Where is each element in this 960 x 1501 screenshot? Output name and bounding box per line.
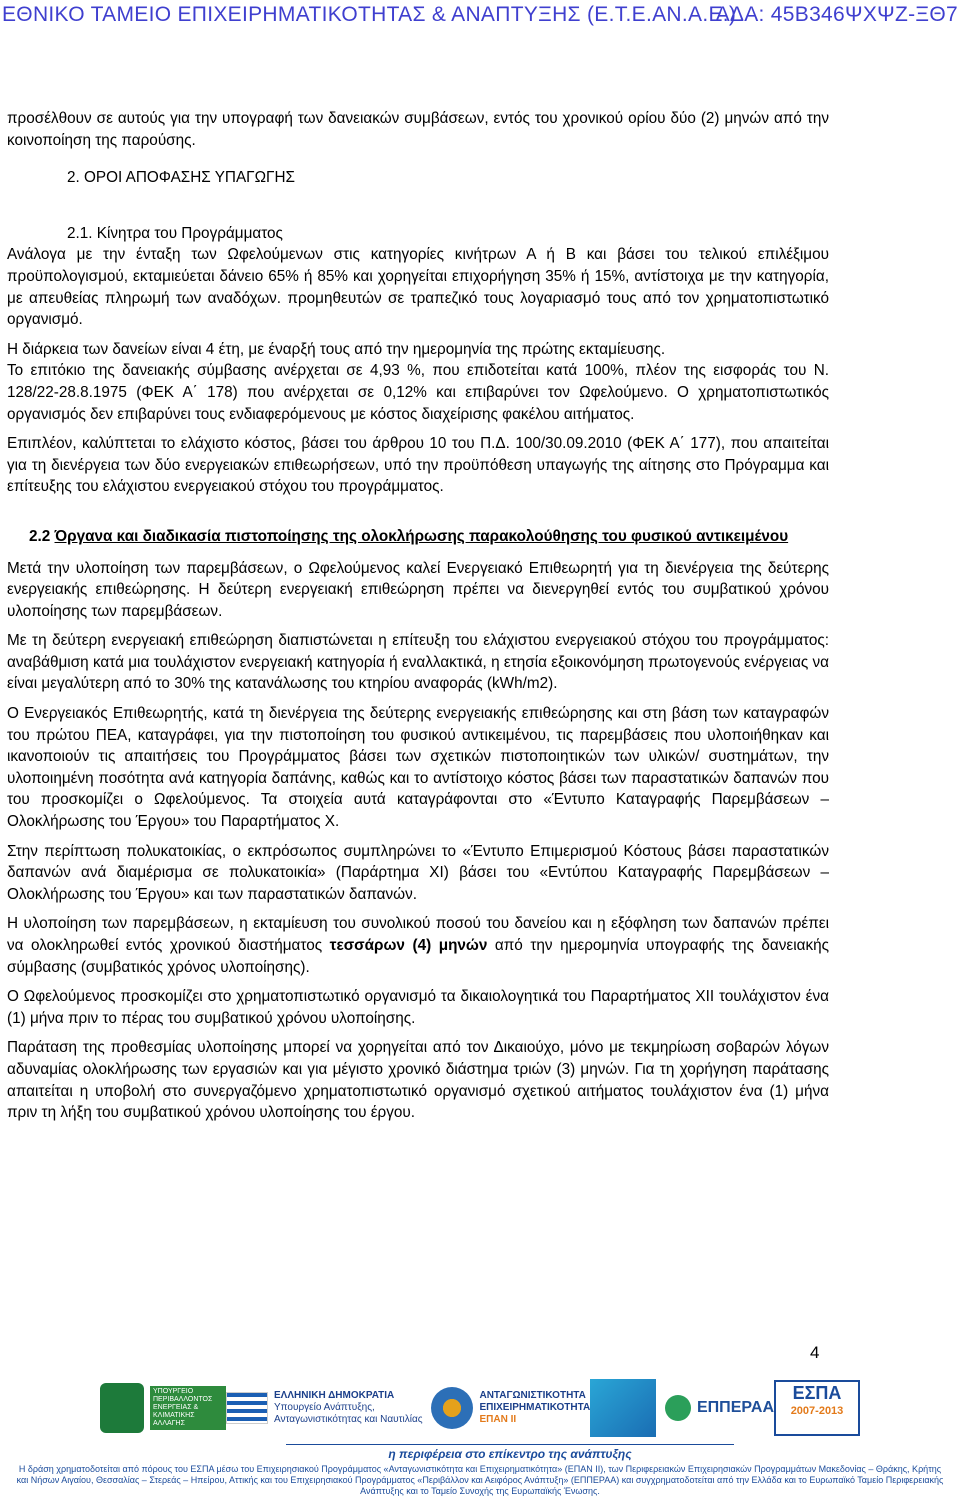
greek-flag-icon xyxy=(226,1392,268,1424)
epan-line-1: ΑΝΤΑΓΩΝΙΣΤΙΚΟΤΗΤΑ xyxy=(479,1390,586,1401)
implementation-period-paragraph xyxy=(7,913,829,978)
greece-line-1: ΕΛΛΗΝΙΚΗ ΔΗΜΟΚΡΑΤΙΑ xyxy=(274,1390,395,1401)
hellenic-republic-logo xyxy=(226,1376,431,1440)
footer-logos xyxy=(0,1372,960,1501)
incentives-paragraph: Ανάλογα με την ένταξη των Ωφελούμενων στις κατηγορίες κινήτρων Α ή Β και βάσει του τελικού επιλέξιμου προϋπολογισμού, εκταμιεύεται δάνειο 65% ή 85% και χορηγείται επιχορήγηση 35% ή 15%, αντίστοιχα με την κατηγορία, με απευθείας πληρωμή των αναδόχων. προμηθευτών σε τραπεζικό τους λογαριασμό τους από τον χρηματοπιστωτικό οργανισμό. xyxy=(7,246,829,329)
section-2-1-heading: 2.1. Κίνητρα του Προγράμματος xyxy=(67,224,283,242)
hellenic-republic-text xyxy=(274,1390,423,1426)
section-2-2-number: 2.2 xyxy=(29,527,51,545)
section-2-heading: 2. ΟΡΟΙ ΑΠΟΦΑΣΗΣ ΥΠΑΓΩΓΗΣ xyxy=(67,169,295,187)
epperaa-logo xyxy=(665,1376,774,1440)
epan-logo xyxy=(431,1376,590,1440)
epan-text xyxy=(479,1390,590,1426)
eu-funds-mark-icon xyxy=(590,1379,656,1437)
espa-years: 2007-2013 xyxy=(790,1405,844,1417)
ministry-crest-icon xyxy=(100,1383,144,1433)
audit-cost-paragraph: Επιπλέον, καλύπτεται το ελάχιστο κόστος, βάσει του άρθρου 10 του Π.Δ. 100/30.09.2010 (ΦΕΚ Α΄ 177), που απαιτείται για τη διενέργεια των δύο ενεργειακών επιθεωρήσεων, υπό την προϋπόθεση υπαγωγής της αίτησης στο Πρόγραμμα και επίτευξης του ελάχιστου ενεργειακού στόχου του προγράμματος. xyxy=(7,435,829,496)
inspector-paragraph: Ο Ενεργειακός Επιθεωρητής, κατά τη διενέργεια της δεύτερης ενεργειακής επιθεώρησης και στη βάση των καταγραφών του πρώτου ΠΕΑ, καταγράφει, για την πιστοποίηση του φυσικού αντικειμένου, τις παρεμβάσεις που υλοποιήθηκαν και ικανοποιούν τις απαιτήσεις του Προγράμματος βάσει των σχετικών πιστοποιητικών των υλικών/ συστημάτων, την υλοποιημένη ποσότητα ανά κατηγορία δαπάνης, καθώς και το αντίστοιχο κόστος βάσει των παραστατικών δαπανών που του προσκομίζει ο Ωφελούμενος. Τα στοιχεία αυτά καταγράφονται στο «Έντυπο Καταγραφής Παρεμβάσεων – Ολοκλήρωσης του Έργου» του Παραρτήματος Χ. xyxy=(7,705,829,831)
watermark-header xyxy=(0,0,960,30)
footer-disclaimer: Η δράση χρηματοδοτείται από πόρους του ΕΣΠΑ μέσω του Επιχειρησιακού Προγράμματος «Ανταγωνιστικότητα και Επιχειρηματικότητα» (ΕΠΑΝ ΙΙ), των Περιφερειακών Επιχειρησιακών Προγραμμάτων Μακεδονίας – Θράκης, Κρήτης και Νήσων Αιγαίου, Θεσσαλίας – Στερεάς – Ηπείρου, Αττικής και του Επιχειρησιακού Προγράμματος «Περιβάλλον και Αειφόρος Ανάπτυξη» (ΕΠΠΕΡΑΑ) και συγχρηματοδοτείται από την Ελλάδα και το Ευρωπαϊκό Ταμείο Περιφερειακής Ανάπτυξης και το Ταμείο Συνοχής της Ευρωπαϊκής Ένωσης. xyxy=(16,1464,944,1496)
ministry-logo-text: ΥΠΟΥΡΓΕΙΟ ΠΕΡΙΒΑΛΛΟΝΤΟΣ ΕΝΕΡΓΕΙΑΣ & ΚΛΙΜΑΤΙΚΗΣ ΑΛΛΑΓΗΣ xyxy=(150,1386,226,1430)
interest-rate-paragraph: Το επιτόκιο της δανειακής σύμβασης ανέρχεται σε 4,93 %, που επιδοτείται κατά 100%, πλέον της εισφοράς του Ν. 128/22-28.8.1975 (ΦΕΚ Α΄ 178) που ανέρχεται σε 0,12% και επιβαρύνει τον Ωφελούμενο. Ο χρηματοπιστωτικός οργανισμός δεν επιβαρύνει τους ενδιαφερόμενους με κόστος διαχείρισης φακέλου αιτήματος. xyxy=(7,362,829,423)
espa-logo xyxy=(774,1376,860,1440)
ministry-environment-logo xyxy=(100,1376,226,1440)
energy-target-paragraph: Με τη δεύτερη ενεργειακή επιθεώρηση διαπιστώνεται η επίτευξη του ελάχιστου ενεργειακού στόχου του προγράμματος: αναβάθμιση κατά μια τουλάχιστον ενεργειακή κατηγορία ή εναλλακτικά, η ετησία εξοικονόμηση πρωτογενούς ενέργειας να είναι μεγαλύτερη από το 30% της κατανάλωσης του κτηρίου αναφοράς (kWh/m2). xyxy=(7,632,829,693)
documents-paragraph: Ο Ωφελούμενος προσκομίζει στο χρηματοπιστωτικό οργανισμό τα δικαιολογητικά του Παραρτήματος XII τουλάχιστον ένα (1) μήνα πριν το πέρας του συμβατικού χρόνου υλοποίησης. xyxy=(7,988,829,1027)
footer-slogan: η περιφέρεια στο επίκεντρο της ανάπτυξης xyxy=(286,1444,734,1461)
watermark-org: ΕΘΝΙΚΟ ΤΑΜΕΙΟ ΕΠΙΧΕΙΡΗΜΑΤΙΚΟΤΗΤΑΣ & ΑΝΑΠΤΥΞΗΣ (Ε.Τ.Ε.ΑΝ.Α.Ε.) xyxy=(2,3,737,26)
epan-line-3: ΕΠΑΝ ΙΙ xyxy=(479,1414,517,1425)
extension-paragraph: Παράταση της προθεσμίας υλοποίησης μπορεί να χορηγείται από τον Δικαιούχο, μόνο με τεκμηρίωση σοβαρών λόγων αδυναμίας ολοκλήρωσης των εργασιών και για μέγιστο χρονικό διάστημα τριών (3) μηνών. Για τη χορήγηση παράτασης απαιτείται η υποβολή στο συνεργαζόμενο χρηματοπιστωτικό οργανισμό σχετικού αιτήματος τουλάχιστον ένα (1) μήνα πριν τη λήξη του συμβατικού χρόνου υλοποίησης του έργου. xyxy=(7,1039,829,1122)
epperaa-text: ΕΠΠΕΡΑΑ xyxy=(696,1399,774,1416)
greece-line-2: Υπουργείο Ανάπτυξης, xyxy=(274,1402,375,1413)
loan-duration-paragraph: Η διάρκεια των δανείων είναι 4 έτη, με έναρξή τους από την ημερομηνία της πρώτης εκταμίευσης. xyxy=(7,340,666,358)
section-2-2-heading xyxy=(7,526,829,548)
eu-funds-logo xyxy=(590,1376,665,1440)
page-number: 4 xyxy=(810,1343,820,1362)
espa-title: ΕΣΠΑ xyxy=(792,1383,842,1403)
intro-paragraph: προσέλθουν σε αυτούς για την υπογραφή των δανειακών συμβάσεων, εντός του χρονικού ορίου δύο (2) μηνών από την κοινοποίηση της παρούσης. xyxy=(7,110,829,149)
greece-line-3: Ανταγωνιστικότητας και Ναυτιλίας xyxy=(274,1414,423,1425)
epperaa-mark-icon xyxy=(665,1395,691,1421)
logo-strip xyxy=(100,1372,860,1444)
implementation-text-c: από την ημερομηνία υπογραφής της δανειακής σύμβασης (συμβατικός χρόνος υλοποίησης). xyxy=(7,937,829,976)
section-2-2-title: Όργανα και διαδικασία πιστοποίησης της ολοκλήρωσης παρακολούθησης του φυσικού αντικειμένου xyxy=(54,527,789,545)
epan-mark-icon xyxy=(431,1387,473,1429)
implementation-text-a: Η υλοποίηση των παρεμβάσεων, η εκταμίευση του συνολικού ποσού του δανείου και η εξόφληση των δαπανών πρέπει να ολοκληρωθεί εντός χρονικού διαστήματος xyxy=(7,915,829,954)
espa-box xyxy=(774,1380,860,1436)
implementation-months-bold: τεσσάρων (4) μηνών xyxy=(329,937,488,954)
document-body xyxy=(7,108,829,1132)
second-inspection-paragraph: Μετά την υλοποίηση των παρεμβάσεων, ο Ωφελούμενος καλεί Ενεργειακό Επιθεωρητή για τη διενέργεια της δεύτερης ενεργειακής επιθεώρησης. Η δεύτερη ενεργειακή επιθεώρηση πρέπει να διενεργηθεί εντός του συμβατικού χρόνου υλοποίησης των παρεμβάσεων. xyxy=(7,559,829,620)
epan-line-2: ΕΠΙΧΕΙΡΗΜΑΤΙΚΟΤΗΤΑ xyxy=(479,1402,591,1413)
apartment-building-paragraph: Στην περίπτωση πολυκατοικίας, ο εκπρόσωπος συμπληρώνει το «Έντυπο Επιμερισμού Κόστους βάσει παραστατικών δαπανών ανά διαμέρισμα σε πολυκατοικία» (Παράρτημα ΧΙ) βάσει του «Εντύπου Καταγραφής Παρεμβάσεων – Ολοκλήρωσης του Έργου» και των παραστατικών δαπανών. xyxy=(7,842,829,903)
watermark-ada: ΑΔΑ: 45Β346ΨΧΨΖ-ΞΘ7 xyxy=(715,3,958,26)
